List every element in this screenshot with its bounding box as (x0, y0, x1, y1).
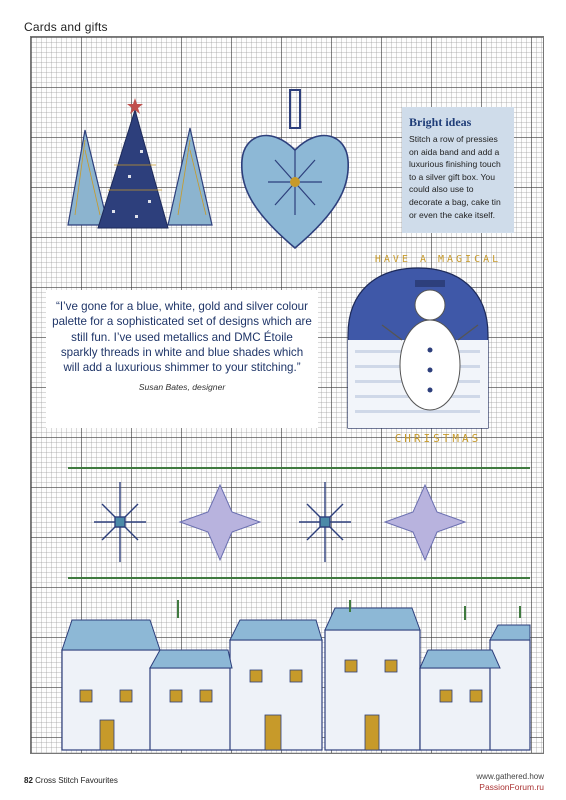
footer-left (24, 776, 118, 785)
quote-text: “I’ve gone for a blue, white, gold and silver colour palette for a sophisticated set of designs which are still fun. I’ve used metallics and DMC Étoile sparkly threads in white and blue shades which will add a luxurious shimmer to your stitching.” (52, 300, 312, 375)
quote-attribution: Susan Bates, designer (138, 382, 226, 393)
bright-ideas-body: Stitch a row of pressies on aida band and add a luxurious finishing touch to a silver gift box. You could also use to decorate a bag, cake tin or even the cake itself. (409, 134, 501, 220)
heart-chart (242, 90, 348, 248)
page-number: 82 (24, 776, 33, 785)
bright-ideas-box (402, 107, 514, 233)
snowman-bottom-text: CHRISTMAS (394, 432, 482, 445)
magazine-name: Cross Stitch Favourites (35, 776, 118, 785)
watermark: PassionForum.ru (479, 782, 544, 792)
trees-chart (62, 98, 220, 250)
houses-chart (62, 600, 530, 750)
section-title: Cards and gifts (24, 20, 108, 34)
footer-right (476, 772, 544, 792)
snowman-chart (348, 254, 501, 445)
designer-quote (46, 290, 318, 428)
snowflake-border (68, 468, 530, 578)
website-link[interactable]: www.gathered.how (476, 772, 544, 781)
bright-ideas-title: Bright ideas (409, 115, 472, 129)
snowman-top-text: HAVE A MAGICAL (374, 254, 502, 265)
